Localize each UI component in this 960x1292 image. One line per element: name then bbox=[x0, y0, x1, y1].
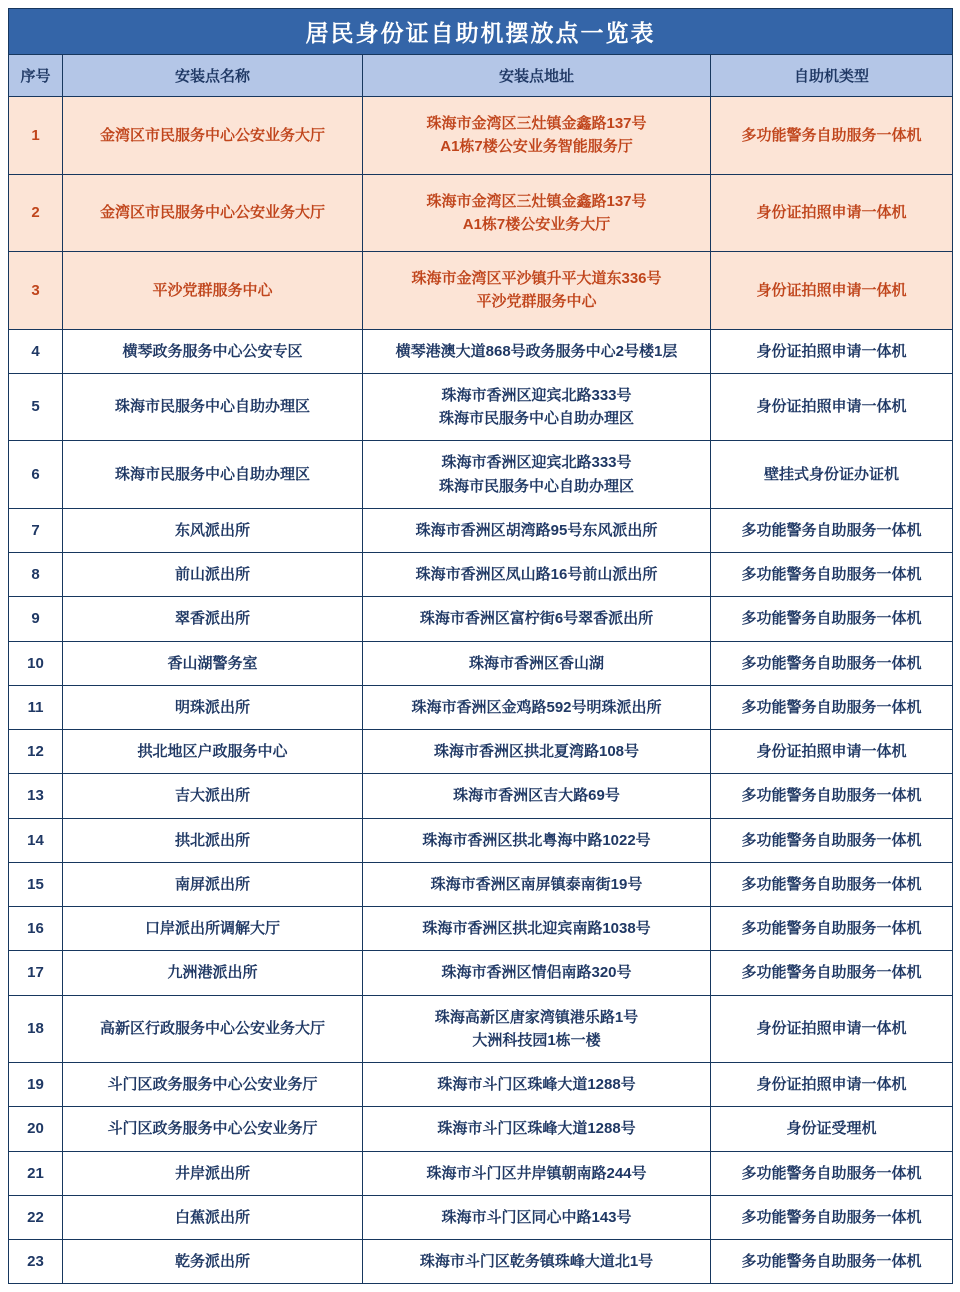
cell-row-number: 4 bbox=[9, 329, 63, 373]
table-row bbox=[9, 1240, 953, 1284]
cell-site-name: 吉大派出所 bbox=[63, 774, 363, 818]
cell-site-name: 白蕉派出所 bbox=[63, 1195, 363, 1239]
col-header-address: 安装点地址 bbox=[363, 55, 711, 97]
cell-row-number: 3 bbox=[9, 252, 63, 330]
address-line: 珠海高新区唐家湾镇港乐路1号 bbox=[434, 1008, 639, 1026]
cell-site-name: 南屏派出所 bbox=[63, 862, 363, 906]
table-row bbox=[9, 1195, 953, 1239]
address-line: A1栋7楼公安业务智能服务厅 bbox=[440, 138, 633, 156]
table-row bbox=[9, 441, 953, 509]
table-row bbox=[9, 373, 953, 441]
table-row bbox=[9, 1151, 953, 1195]
table-row bbox=[9, 818, 953, 862]
address-line: 珠海市香洲区吉大路69号 bbox=[453, 787, 620, 805]
table-row bbox=[9, 97, 953, 175]
cell-row-number: 5 bbox=[9, 373, 63, 441]
cell-site-address bbox=[363, 1240, 711, 1284]
table-row bbox=[9, 685, 953, 729]
table-row bbox=[9, 508, 953, 552]
address-line: 珠海市香洲区拱北夏湾路108号 bbox=[433, 743, 640, 760]
cell-row-number: 16 bbox=[9, 907, 63, 951]
page-title: 居民身份证自助机摆放点一览表 bbox=[9, 9, 953, 55]
cell-row-number: 18 bbox=[9, 995, 63, 1063]
cell-site-address bbox=[363, 441, 711, 509]
header-row bbox=[9, 55, 953, 97]
cell-site-address bbox=[363, 774, 711, 818]
address-line: A1栋7楼公安业务大厅 bbox=[462, 215, 611, 233]
table-row bbox=[9, 174, 953, 252]
cell-site-address bbox=[363, 641, 711, 685]
cell-site-address bbox=[363, 553, 711, 597]
address-line: 珠海市香洲区富柠街6号翠香派出所 bbox=[419, 610, 654, 628]
cell-site-address bbox=[363, 818, 711, 862]
address-line: 珠海市香洲区金鸡路592号明珠派出所 bbox=[411, 698, 662, 716]
cell-machine-type: 多功能警务自助服务一体机 bbox=[711, 774, 953, 818]
address-line: 珠海市斗门区井岸镇朝南路244号 bbox=[426, 1164, 647, 1182]
table-body bbox=[9, 97, 953, 1284]
col-header-type: 自助机类型 bbox=[711, 55, 953, 97]
cell-row-number: 10 bbox=[9, 641, 63, 685]
cell-machine-type: 多功能警务自助服务一体机 bbox=[711, 553, 953, 597]
cell-row-number: 17 bbox=[9, 951, 63, 995]
table-row bbox=[9, 907, 953, 951]
cell-machine-type: 多功能警务自助服务一体机 bbox=[711, 685, 953, 729]
address-line: 珠海市香洲区胡湾路95号东风派出所 bbox=[415, 521, 658, 539]
cell-site-name: 拱北地区户政服务中心 bbox=[63, 730, 363, 774]
cell-machine-type: 多功能警务自助服务一体机 bbox=[711, 818, 953, 862]
table-row bbox=[9, 252, 953, 330]
cell-site-name: 斗门区政务服务中心公安业务厅 bbox=[63, 1063, 363, 1107]
address-line: 珠海市香洲区迎宾北路333号 bbox=[441, 386, 632, 404]
cell-row-number: 11 bbox=[9, 685, 63, 729]
cell-site-name: 斗门区政务服务中心公安业务厅 bbox=[63, 1107, 363, 1151]
table-row bbox=[9, 730, 953, 774]
address-line: 珠海市香洲区情侣南路320号 bbox=[441, 964, 632, 982]
cell-row-number: 6 bbox=[9, 441, 63, 509]
cell-row-number: 2 bbox=[9, 174, 63, 252]
cell-machine-type: 身份证拍照申请一体机 bbox=[711, 1063, 953, 1107]
address-line: 珠海市香洲区香山湖 bbox=[468, 654, 604, 672]
cell-site-name: 乾务派出所 bbox=[63, 1240, 363, 1284]
table-row bbox=[9, 329, 953, 373]
cell-site-address bbox=[363, 97, 711, 175]
table-row bbox=[9, 553, 953, 597]
cell-row-number: 1 bbox=[9, 97, 63, 175]
cell-row-number: 23 bbox=[9, 1240, 63, 1284]
address-line: 珠海市斗门区同心中路143号 bbox=[441, 1208, 632, 1226]
cell-site-name: 明珠派出所 bbox=[63, 685, 363, 729]
address-line: 珠海市民服务中心自助办理区 bbox=[438, 477, 634, 495]
cell-machine-type: 身份证拍照申请一体机 bbox=[711, 174, 953, 252]
cell-site-name: 口岸派出所调解大厅 bbox=[63, 907, 363, 951]
cell-machine-type: 多功能警务自助服务一体机 bbox=[711, 862, 953, 906]
cell-site-name: 东风派出所 bbox=[63, 508, 363, 552]
cell-site-address bbox=[363, 907, 711, 951]
cell-site-name: 横琴政务服务中心公安专区 bbox=[63, 329, 363, 373]
address-line: 珠海市香洲区拱北迎宾南路1038号 bbox=[422, 920, 651, 937]
cell-site-name: 珠海市民服务中心自助办理区 bbox=[63, 441, 363, 509]
cell-machine-type: 多功能警务自助服务一体机 bbox=[711, 951, 953, 995]
cell-machine-type: 多功能警务自助服务一体机 bbox=[711, 508, 953, 552]
title-row bbox=[9, 9, 953, 55]
table-row bbox=[9, 1107, 953, 1151]
cell-site-address bbox=[363, 1063, 711, 1107]
cell-site-address bbox=[363, 1151, 711, 1195]
cell-row-number: 8 bbox=[9, 553, 63, 597]
table-row bbox=[9, 597, 953, 641]
cell-site-name: 金湾区市民服务中心公安业务大厅 bbox=[63, 174, 363, 252]
cell-site-name: 珠海市民服务中心自助办理区 bbox=[63, 373, 363, 441]
col-header-name: 安装点名称 bbox=[63, 55, 363, 97]
cell-site-name: 金湾区市民服务中心公安业务大厅 bbox=[63, 97, 363, 175]
address-line: 平沙党群服务中心 bbox=[476, 293, 597, 311]
cell-machine-type: 多功能警务自助服务一体机 bbox=[711, 1151, 953, 1195]
cell-site-address bbox=[363, 329, 711, 373]
cell-row-number: 22 bbox=[9, 1195, 63, 1239]
address-line: 珠海市金湾区三灶镇金鑫路137号 bbox=[426, 115, 647, 132]
cell-row-number: 21 bbox=[9, 1151, 63, 1195]
col-header-no: 序号 bbox=[9, 55, 63, 97]
cell-machine-type: 多功能警务自助服务一体机 bbox=[711, 1240, 953, 1284]
cell-site-address bbox=[363, 995, 711, 1063]
cell-site-address bbox=[363, 862, 711, 906]
cell-row-number: 20 bbox=[9, 1107, 63, 1151]
cell-machine-type: 身份证拍照申请一体机 bbox=[711, 252, 953, 330]
cell-site-name: 井岸派出所 bbox=[63, 1151, 363, 1195]
cell-site-address bbox=[363, 597, 711, 641]
cell-row-number: 19 bbox=[9, 1063, 63, 1107]
cell-row-number: 13 bbox=[9, 774, 63, 818]
cell-machine-type: 身份证拍照申请一体机 bbox=[711, 329, 953, 373]
cell-machine-type: 多功能警务自助服务一体机 bbox=[711, 597, 953, 641]
cell-row-number: 9 bbox=[9, 597, 63, 641]
address-line: 珠海市斗门区珠峰大道1288号 bbox=[437, 1120, 636, 1138]
cell-machine-type: 壁挂式身份证办证机 bbox=[711, 441, 953, 509]
cell-machine-type: 身份证拍照申请一体机 bbox=[711, 730, 953, 774]
address-line: 珠海市香洲区拱北粤海中路1022号 bbox=[422, 831, 651, 849]
cell-row-number: 12 bbox=[9, 730, 63, 774]
cell-row-number: 14 bbox=[9, 818, 63, 862]
cell-row-number: 15 bbox=[9, 862, 63, 906]
cell-site-address bbox=[363, 252, 711, 330]
cell-site-name: 前山派出所 bbox=[63, 553, 363, 597]
cell-machine-type: 多功能警务自助服务一体机 bbox=[711, 641, 953, 685]
address-line: 横琴港澳大道868号政务服务中心2号楼1层 bbox=[395, 342, 678, 360]
address-line: 珠海市香洲区迎宾北路333号 bbox=[441, 454, 632, 472]
cell-machine-type: 身份证拍照申请一体机 bbox=[711, 373, 953, 441]
cell-site-name: 拱北派出所 bbox=[63, 818, 363, 862]
address-line: 珠海市香洲区南屏镇泰南街19号 bbox=[430, 875, 643, 893]
address-line: 珠海市民服务中心自助办理区 bbox=[438, 410, 634, 427]
table-row bbox=[9, 774, 953, 818]
cell-site-address bbox=[363, 1195, 711, 1239]
address-line: 珠海市金湾区三灶镇金鑫路137号 bbox=[426, 192, 647, 210]
cell-site-address bbox=[363, 1107, 711, 1151]
cell-site-address bbox=[363, 508, 711, 552]
cell-machine-type: 多功能警务自助服务一体机 bbox=[711, 97, 953, 175]
cell-site-address bbox=[363, 730, 711, 774]
table-head bbox=[9, 9, 953, 97]
cell-site-address bbox=[363, 951, 711, 995]
address-line: 珠海市香洲区凤山路16号前山派出所 bbox=[415, 566, 658, 583]
address-line: 珠海市斗门区珠峰大道1288号 bbox=[437, 1076, 636, 1093]
cell-site-address bbox=[363, 373, 711, 441]
address-line: 珠海市金湾区平沙镇升平大道东336号 bbox=[411, 270, 662, 287]
cell-machine-type: 多功能警务自助服务一体机 bbox=[711, 907, 953, 951]
cell-machine-type: 身份证拍照申请一体机 bbox=[711, 995, 953, 1063]
address-line: 大洲科技园1栋一楼 bbox=[472, 1031, 601, 1049]
cell-site-name: 香山湖警务室 bbox=[63, 641, 363, 685]
cell-site-address bbox=[363, 174, 711, 252]
table-row bbox=[9, 862, 953, 906]
cell-site-name: 九洲港派出所 bbox=[63, 951, 363, 995]
table-row bbox=[9, 951, 953, 995]
cell-site-name: 高新区行政服务中心公安业务大厅 bbox=[63, 995, 363, 1063]
table-row bbox=[9, 641, 953, 685]
cell-site-address bbox=[363, 685, 711, 729]
cell-machine-type: 多功能警务自助服务一体机 bbox=[711, 1195, 953, 1239]
cell-row-number: 7 bbox=[9, 508, 63, 552]
table-row bbox=[9, 1063, 953, 1107]
cell-machine-type: 身份证受理机 bbox=[711, 1107, 953, 1151]
table-row bbox=[9, 995, 953, 1063]
cell-site-name: 翠香派出所 bbox=[63, 597, 363, 641]
address-line: 珠海市斗门区乾务镇珠峰大道北1号 bbox=[419, 1253, 654, 1270]
locations-table bbox=[8, 8, 953, 1284]
cell-site-name: 平沙党群服务中心 bbox=[63, 252, 363, 330]
